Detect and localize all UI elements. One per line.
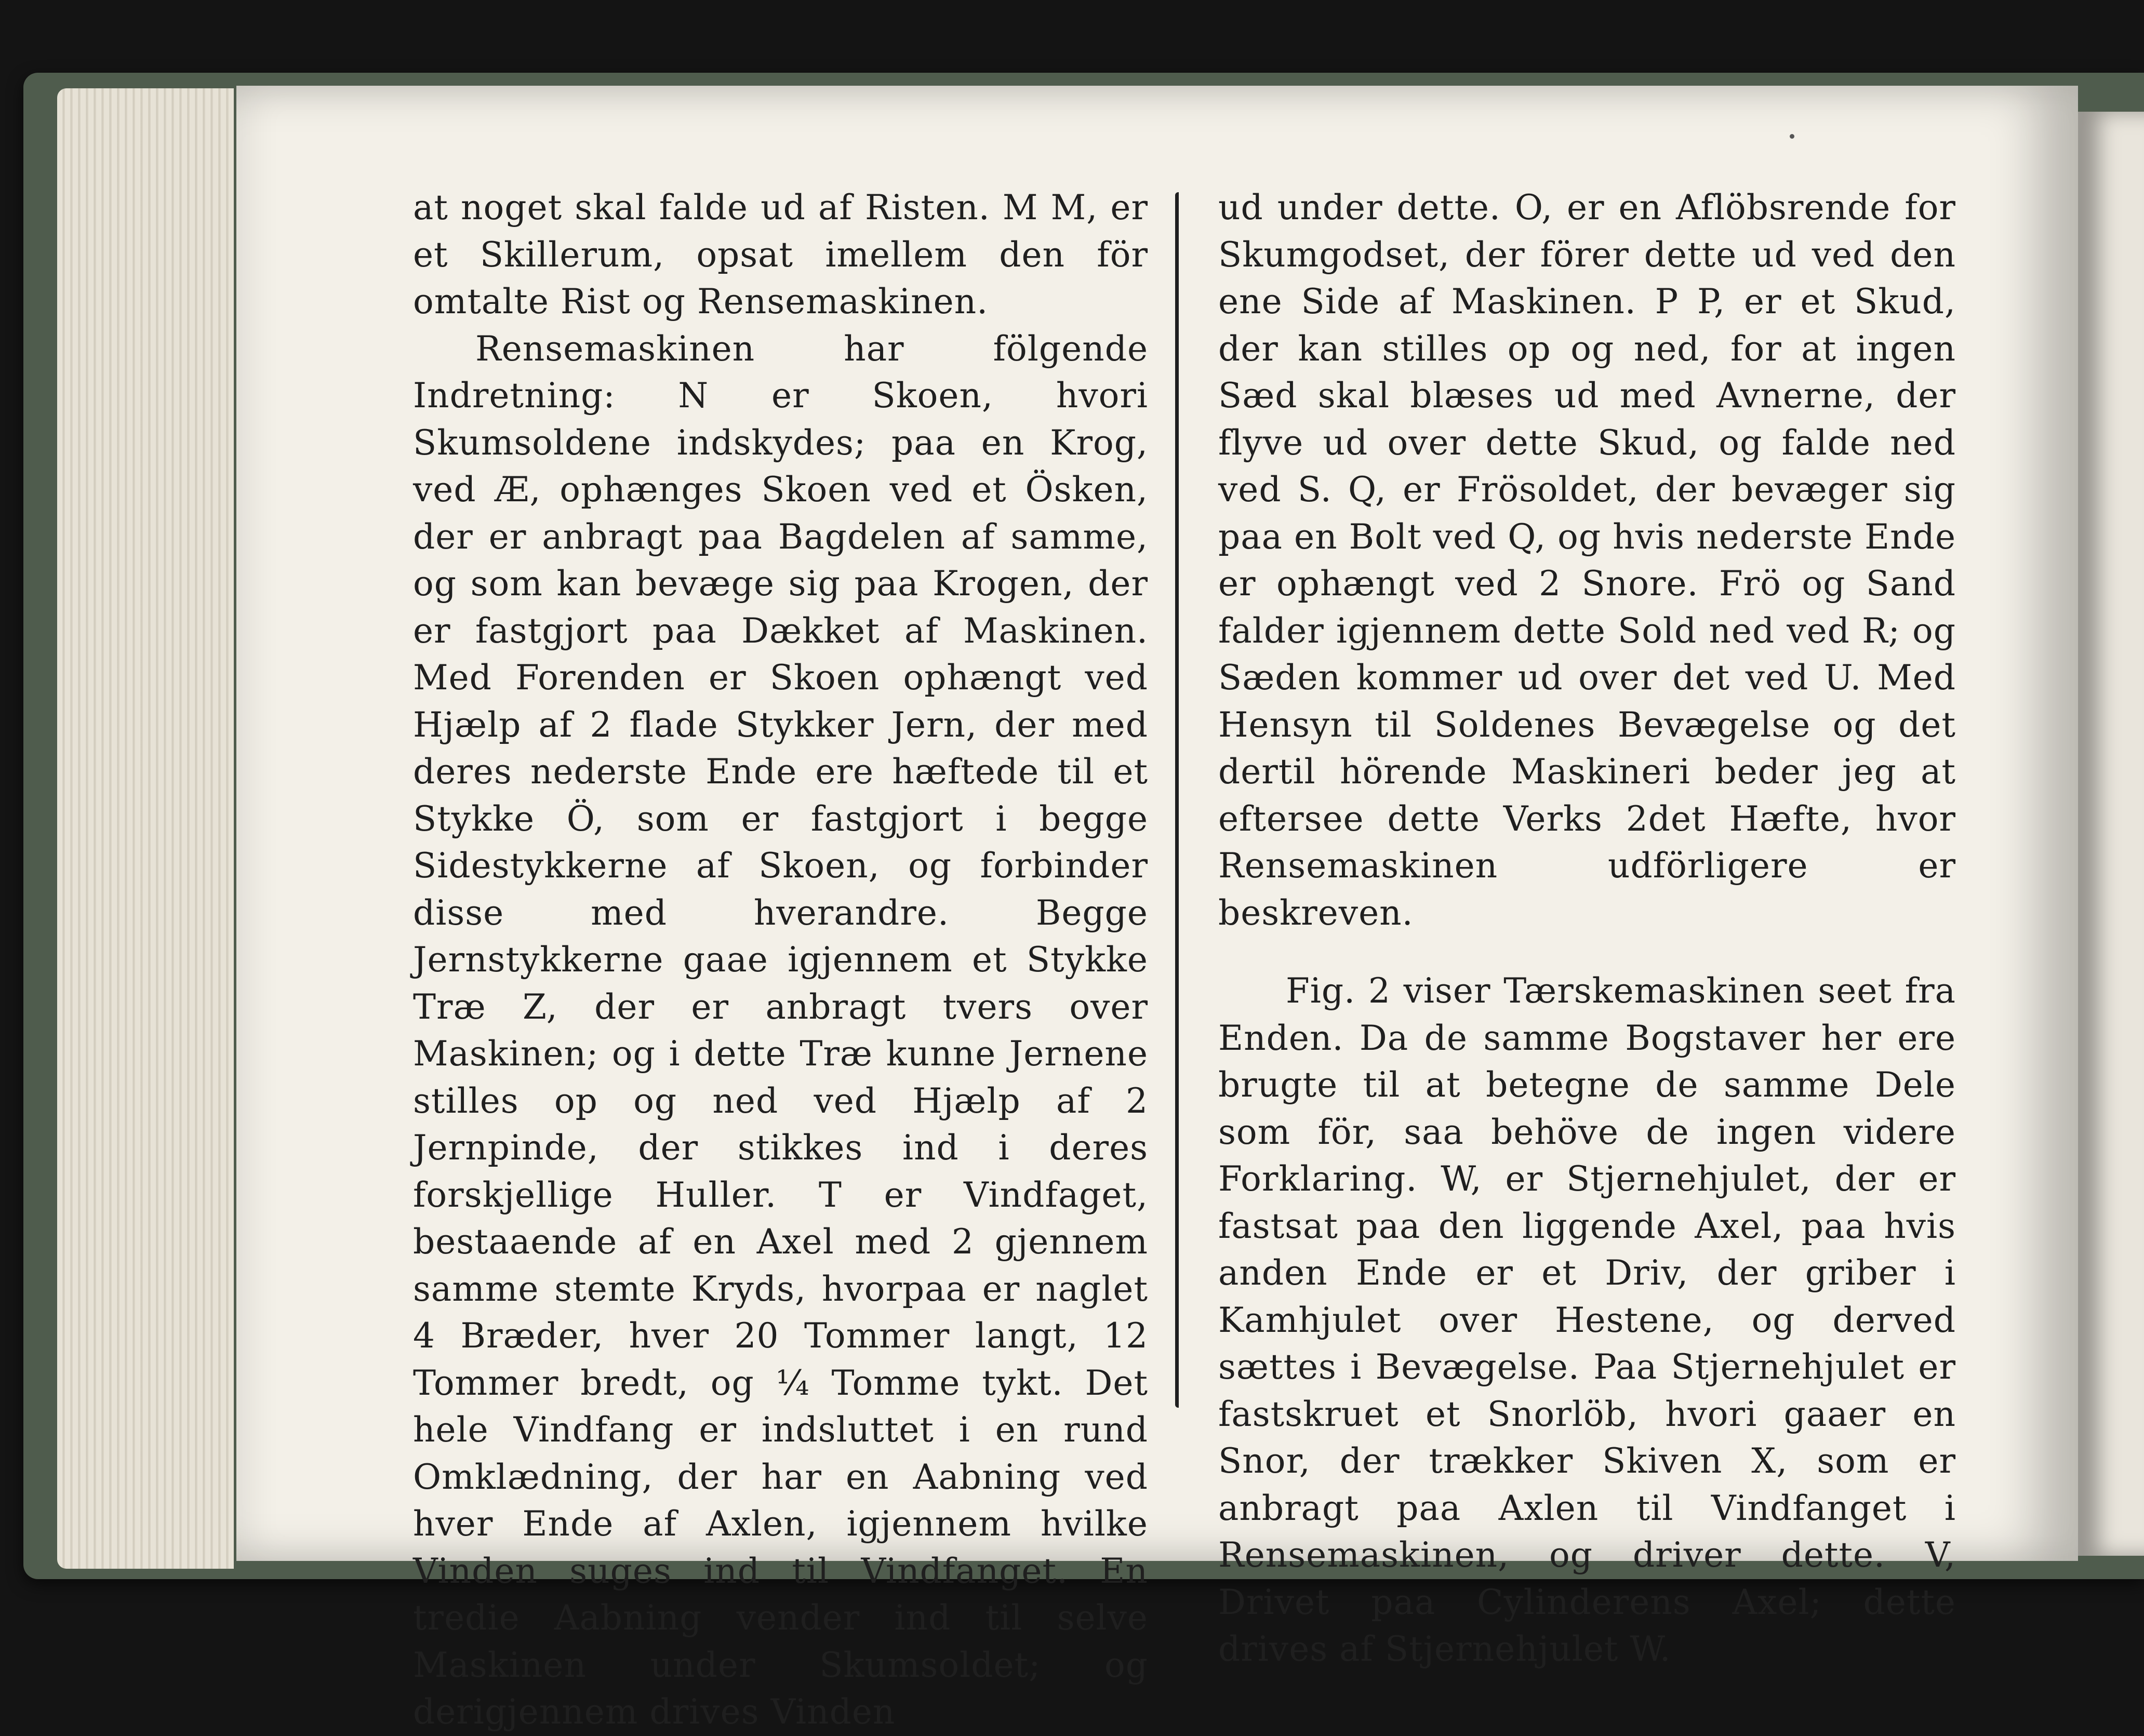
column-divider-rule bbox=[1175, 192, 1186, 1408]
right-paragraph-2: Fig. 2 viser Tærskemaskinen seet fra Enden. Da de samme Bogstaver her ere brugte til at betegne de samme Dele som för, saa behöve de ingen videre Forklaring. W, er Stjernehjulet, der er fastsat paa den liggende Axel, paa hvis anden Ende er et Driv, der griber i Kamhjulet over Hestene, og derved sættes i Bevægelse. Paa Stjernehjulet er fastskruet et Snorlöb, hvori gaaer en Snor, der trækker Skiven X, som er anbragt paa Axlen til Vindfanget i Rensemaskinen, og driver dette. V, Drivet paa Cylinderens Axel; dette drives af Stjernehjulet W. bbox=[1218, 971, 1956, 1669]
left-paragraph-2: Rensemaskinen har fölgende Indretning: N er Skoen, hvori Skumsoldene indskydes; paa en Krog, ved Æ, ophænges Skoen ved et Ösken, der er anbragt paa Bagdelen af samme, og som kan bevæge sig paa Krogen, der er fastgjort paa Dækket af Maskinen. Med Forenden er Skoen ophængt ved Hjælp af 2 flade Stykker Jern, der med deres nederste Ende ere hæftede til et Stykke Ö, som er fastgjort i begge Sidestykkerne af Skoen, og forbinder disse med hverandre. Begge Jernstykkerne gaae igjennem et Stykke Træ Z, der er anbragt tvers over Maskinen; og i dette Træ kunne Jernene stilles op og ned ved Hjælp af 2 Jernpinde, der stikkes ind i deres forskjellige Huller. T er Vindfaget, bestaaende af en Axel med 2 gjennem samme stemte Kryds, hvorpaa er naglet 4 Bræder, hver 20 Tommer langt, 12 Tommer bredt, og ¼ Tomme tykt. Det hele Vindfang er indsluttet i en rund Omklædning, der har en Aabning ved hver Ende af Axlen, igjennem hvilke Vinden suges ind til Vindfanget. En tredie Aabning vender ind til selve Maskinen under Skumsoldet; og derigjennem drives Vinden bbox=[413, 328, 1148, 1732]
page-edges bbox=[57, 88, 234, 1569]
right-paragraph-1: ud under dette. O, er en Aflöbsrende for Skumgodset, der förer dette ud ved den ene Side af Maskinen. P P, er et Skud, der kan stilles op og ned, for at ingen Sæd skal blæses ud med Avnerne, der flyve ud over dette Skud, og falde ned ved S. Q, er Frösoldet, der bevæger sig paa en Bolt ved Q, og hvis nederste Ende er ophængt ved 2 Snore. Frö og Sand falder igjennem dette Sold ned ved R; og Sæden kommer ud over det ved U. Med Hensyn til Soldenes Bevægelse og det dertil hörende Maskineri beder jeg at eftersee dette Verks 2det Hæfte, hvor Rensemaskinen udförligere er beskreven. bbox=[1218, 188, 1956, 933]
left-paragraph-1: at noget skal falde ud af Risten. M M, er et Skillerum, opsat imellem den för omtalte Rist og Rensemaskinen. bbox=[413, 188, 1148, 322]
facing-page-edge bbox=[2078, 112, 2144, 1556]
right-text-column bbox=[1218, 184, 1956, 1673]
ink-speck bbox=[1790, 134, 1794, 139]
left-text-column bbox=[413, 184, 1148, 1736]
